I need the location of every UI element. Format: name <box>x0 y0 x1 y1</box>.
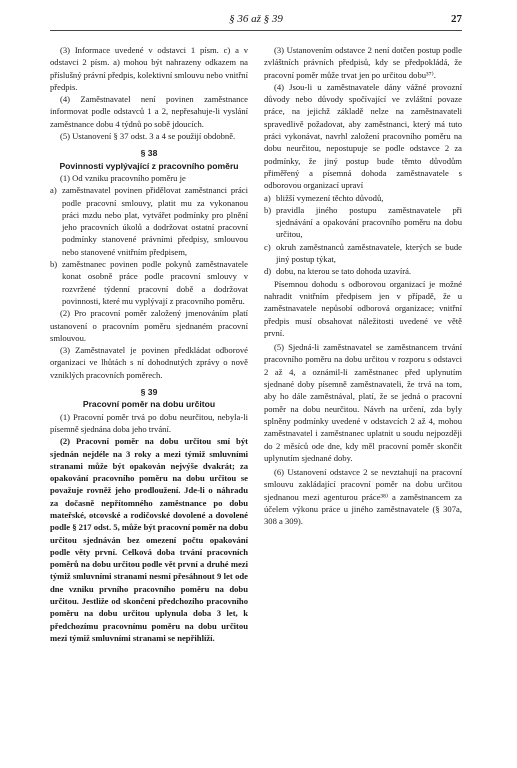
list-item: a) bližší vymezení těchto důvodů, <box>264 192 384 203</box>
paragraph: (3) Ustanovením odstavce 2 není dotčen postup podle zvláštních právních předpisů, kdy se předpokládá, že pracovní poměr může trvat jen po určitou dobu³⁷⁾. <box>264 45 462 80</box>
paragraph: (4) Zaměstnavatel není povinen zaměstnance informovat podle odstavců 1 a 2, nepřesahuje-li vyslání zaměstnance dobu 4 týdnů po sobě jdoucích. <box>50 94 248 129</box>
right-column <box>264 44 462 528</box>
paragraph: (6) Ustanovení odstavce 2 se nevztahují na pracovní smlouvu zakládající pracovní poměr na dobu určitou sjednanou mezi agenturou práce³⁸⁾ a zaměstnancem za účelem výkonu práce u jiného zaměstnavatele (§ 307a, 308 a 309). <box>264 467 462 527</box>
section-number: § 38 <box>140 148 158 159</box>
page-header <box>50 13 462 29</box>
paragraph: (1) Pracovní poměr trvá po dobu neurčitou, nebyla-li písemně sjednána doba jeho trvání. <box>50 411 248 434</box>
paragraph-bold: (2) Pracovní poměr na dobu určitou smí být sjednán nejdéle na 3 roky a mezi týmiž smluvními stranami může být opakován nejvýše dvakrát; za opakování pracovního poměru na dobu určitou se považuje rovněž jeho prodloužení. Jde-li o náhradu za dočasně nepřítomného zaměstnance po dobu mateřské, otcovské a rodičovské dovolené a dovolené podle § 217 odst. 5, může být pracovní poměr na dobu určitou sjednáván bez omezení počtu opakování podle věty první. Celková doba trvání pracovních poměrů na dobu určitou podle vět první a druhé mezi týmiž smluvními stranami nesmí přesáhnout 9 let ode dne vzniku prvního pracovního poměru na dobu určitou. Jestliže od skončení předchozího pracovního poměru na dobu určitou uplynula doba 3 let, k předchozímu pracovnímu poměru na dobu určitou mezi týmiž smluvními stranami se nepřihlíží. <box>50 436 248 643</box>
page-number: 27 <box>451 13 462 25</box>
paragraph: (2) Pro pracovní poměr založený jmenováním platí ustanovení o pracovním poměru sjednaném pracovní smlouvou. <box>50 308 248 343</box>
paragraph: (3) Informace uvedené v odstavci 1 písm. c) a v odstavci 2 písm. a) mohou být nahrazeny odkazem na příslušný právní předpis, kolektivní smlouvu nebo vnitřní předpis. <box>50 45 248 92</box>
paragraph: (1) Od vzniku pracovního poměru je <box>60 172 186 183</box>
paragraph: Písemnou dohodu s odborovou organizací je možné nahradit vnitřním předpisem jen v případě, že u zaměstnavatele nepůsobí odborová organizace; vnitřní předpis musí obsahovat náležitosti uvedené ve větě první. <box>264 278 462 338</box>
section-title: Povinnosti vyplývající z pracovního poměru <box>59 160 239 171</box>
list-item: a) zaměstnavatel povinen přidělovat zaměstnanci práci podle pracovní smlouvy, platit mu za vykonanou práci mzdu nebo plat, vytvářet podmínky pro plnění jeho pracovních úkolů a dodržovat ostatní pracovní podmínky stanovené právními předpisy, smlouvou nebo stanovené vnitřním předpisem, <box>50 185 248 257</box>
list <box>264 192 462 278</box>
running-title: § 36 až § 39 <box>229 13 283 25</box>
header-rule <box>50 30 462 31</box>
paragraph: (5) Ustanovení § 37 odst. 3 a 4 se použijí obdobně. <box>60 131 236 142</box>
paragraph: (5) Sjedná-li zaměstnavatel se zaměstnancem trvání pracovního poměru na dobu určitou v rozporu s odstavci 2 až 4, a oznámil-li zaměstnanec před uplynutím sjednané doby písemně zaměstnavateli, že trvá na tom, aby ho dále zaměstnával, platí, že se jedná o pracovní poměr na dobu neurčitou. Návrh na určení, zda byly splněny podmínky uvedené v odstavcích 2 až 4, mohou zaměstnavatel i zaměstnanec uplatnit u soudu nejpozději do 2 měsíců ode dne, kdy měl pracovní poměr skončit uplynutím sjednané doby. <box>264 342 462 463</box>
section-number: § 39 <box>140 387 158 398</box>
list-item: b) pravidla jiného postupu zaměstnavatele při sjednávání a opakování pracovního poměru na dobu určitou, <box>264 204 462 240</box>
left-column <box>50 44 248 644</box>
list-item: b) zaměstnanec povinen podle pokynů zaměstnavatele konat osobně práce podle pracovní smlouvy v rozvržené týdenní pracovní době a dodržovat povinnosti, které mu vyplývají z pracovního poměru. <box>50 259 248 306</box>
paragraph: (4) Jsou-li u zaměstnavatele dány vážné provozní důvody nebo důvody spočívající ve zvláštní povaze práce, na jejichž základě nelze na zaměstnavateli spravedlivě požadovat, aby zaměstnanci, který má tuto práci vykonávat, navrhl založení pracovního poměru na dobu neurčitou, nepostupuje se podle odstavce 2 za podmínky, že jiný postup bude těmto důvodům přiměřený a písemná dohoda zaměstnavatele s odborovou organizací upraví <box>264 81 462 191</box>
list-item: c) okruh zaměstnanců zaměstnavatele, kterých se bude jiný postup týkat, <box>264 241 462 265</box>
list <box>50 184 248 307</box>
section-title: Pracovní poměr na dobu určitou <box>82 399 216 410</box>
paragraph: (3) Zaměstnavatel je povinen předkládat odborové organizaci ve lhůtách s ní dohodnutých zprávy o nově vzniklých pracovních poměrech. <box>50 345 248 380</box>
list-item: d) dobu, na kterou se tato dohoda uzavírá. <box>264 266 412 277</box>
